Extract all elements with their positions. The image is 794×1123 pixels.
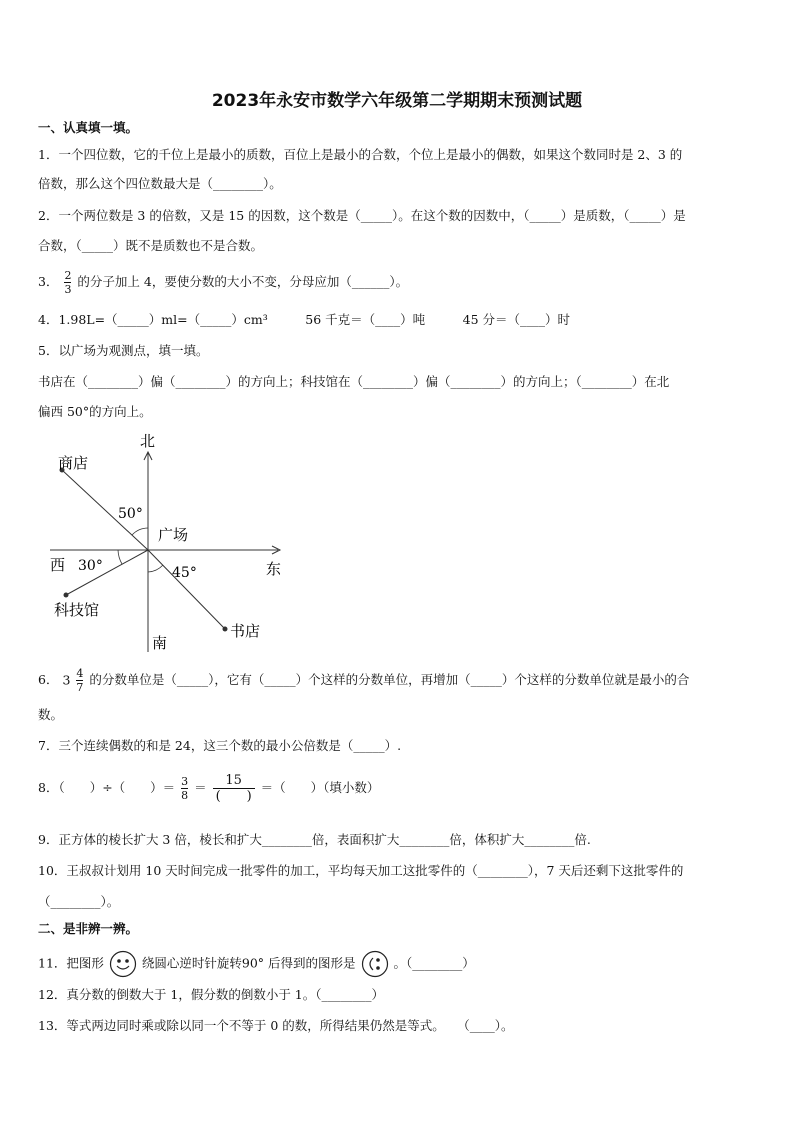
question-8-fraction-1-numerator: 3 (181, 775, 189, 788)
question-6-fraction (76, 668, 83, 693)
angle-45-arc (148, 565, 163, 572)
question-6-mixed-integer: 3 (62, 672, 71, 688)
angle-30-arc (118, 550, 122, 564)
question-13: 13．等式两边同时乘或除以同一个不等于 0 的数，所得结果仍然是等式。 （____）。 (38, 1018, 514, 1033)
question-3-number: 3． (38, 274, 59, 289)
question-10-line-1: 10．王叔叔计划用 10 天时间完成一批零件的加工，平均每天加工这批零件的（________），7 天后还剩下这批零件的 (38, 863, 684, 878)
question-8-suffix: ＝（ ）（填小数） (260, 780, 380, 795)
question-12: 12．真分数的倒数大于 1，假分数的倒数小于 1。（________） (38, 987, 385, 1002)
question-6-fraction-numerator: 4 (76, 667, 84, 680)
question-11 (38, 950, 475, 978)
question-8-fraction-2-numerator: 15 (225, 773, 242, 788)
question-5-line-2: 书店在（________）偏（________）的方向上；科技馆在（________）偏（________）的方向上；（________）在北 (38, 374, 670, 389)
question-8-fraction-1-denominator: 8 (181, 789, 189, 802)
question-8-fraction-2-denominator: ( ) (215, 789, 252, 804)
square-label: 广场 (158, 526, 189, 544)
question-6-number: 6． (38, 672, 59, 687)
question-3 (38, 270, 408, 295)
question-9: 9．正方体的棱长扩大 3 倍，棱长和扩大________倍，表面积扩大________倍，体积扩大________倍. (38, 832, 591, 847)
east-label: 东 (266, 560, 282, 578)
question-3-text: 的分子加上 4，要使分数的大小不变，分母应加（______）。 (77, 274, 409, 289)
question-3-fraction (64, 270, 71, 295)
question-2-line-1: 2．一个两位数是 3 的倍数，又是 15 的因数，这个数是（_____）。在这个数的因数中，（_____）是质数，（_____）是 (38, 208, 686, 223)
question-2-line-2: 合数，（_____）既不是质数也不是合数。 (38, 238, 264, 253)
bookstore-label: 书店 (230, 622, 261, 640)
museum-point (64, 593, 69, 598)
question-7: 7．三个连续偶数的和是 24，这三个数的最小公倍数是（_____）. (38, 738, 402, 753)
question-11-prefix: 11．把图形 (38, 955, 104, 971)
question-5-line-1: 5．以广场为观测点，填一填。 (38, 343, 209, 358)
question-6 (38, 668, 689, 693)
shop-label: 商店 (58, 454, 89, 472)
question-11-middle: 绕圆心逆时针旋转90° 后得到的图形是 (141, 955, 356, 971)
question-1-line-2: 倍数，那么这个四位数最大是（________）。 (38, 176, 282, 191)
question-10-line-2: （________）。 (38, 894, 120, 909)
question-6-fraction-denominator: 7 (76, 681, 84, 694)
museum-label: 科技馆 (54, 601, 100, 619)
page-title: 2023年永安市数学六年级第二学期期末预测试题 (211, 91, 583, 111)
question-5-line-3: 偏西 50°的方向上。 (38, 404, 152, 419)
direction-diagram (40, 430, 300, 660)
bookstore-point (223, 627, 228, 632)
angle-50-arc (132, 528, 148, 535)
west-label: 西 (50, 556, 66, 574)
angle-50-label: 50° (118, 506, 143, 522)
question-3-fraction-numerator: 2 (64, 269, 72, 282)
north-label: 北 (140, 432, 156, 450)
question-8 (38, 774, 379, 803)
question-1-line-1: 1．一个四位数，它的千位上是最小的质数，百位上是最小的合数，个位上是最小的偶数，如果这个数同时是 2、3 的 (38, 147, 683, 162)
question-8-fraction-1 (181, 776, 188, 801)
question-8-equals: ＝ (194, 780, 207, 795)
section-1-heading: 一、认真填一填。 (38, 120, 139, 135)
angle-30-label: 30° (78, 558, 103, 574)
south-label: 南 (152, 634, 168, 652)
question-6-line-2: 数。 (38, 707, 64, 722)
bookstore-direction-line (148, 550, 225, 629)
smiley-face-icon (109, 950, 137, 978)
angle-45-label: 45° (172, 565, 197, 581)
question-4: 4．1.98L=（_____）ml=（_____）cm³ 56 千克＝（____）吨 45 分＝（____）时 (38, 312, 571, 327)
question-6-text: 的分数单位是（_____），它有（_____）个这样的分数单位，再增加（_____）个这样的分数单位就是最小的合 (89, 672, 690, 687)
question-3-fraction-denominator: 3 (64, 283, 72, 296)
question-8-prefix: 8．（ ）÷（ ）＝ (38, 780, 176, 795)
rotated-face-icon (361, 950, 389, 978)
section-2-heading: 二、是非辨一辨。 (38, 921, 139, 936)
question-11-suffix: 。（________） (393, 955, 475, 971)
question-8-fraction-2 (213, 774, 255, 803)
